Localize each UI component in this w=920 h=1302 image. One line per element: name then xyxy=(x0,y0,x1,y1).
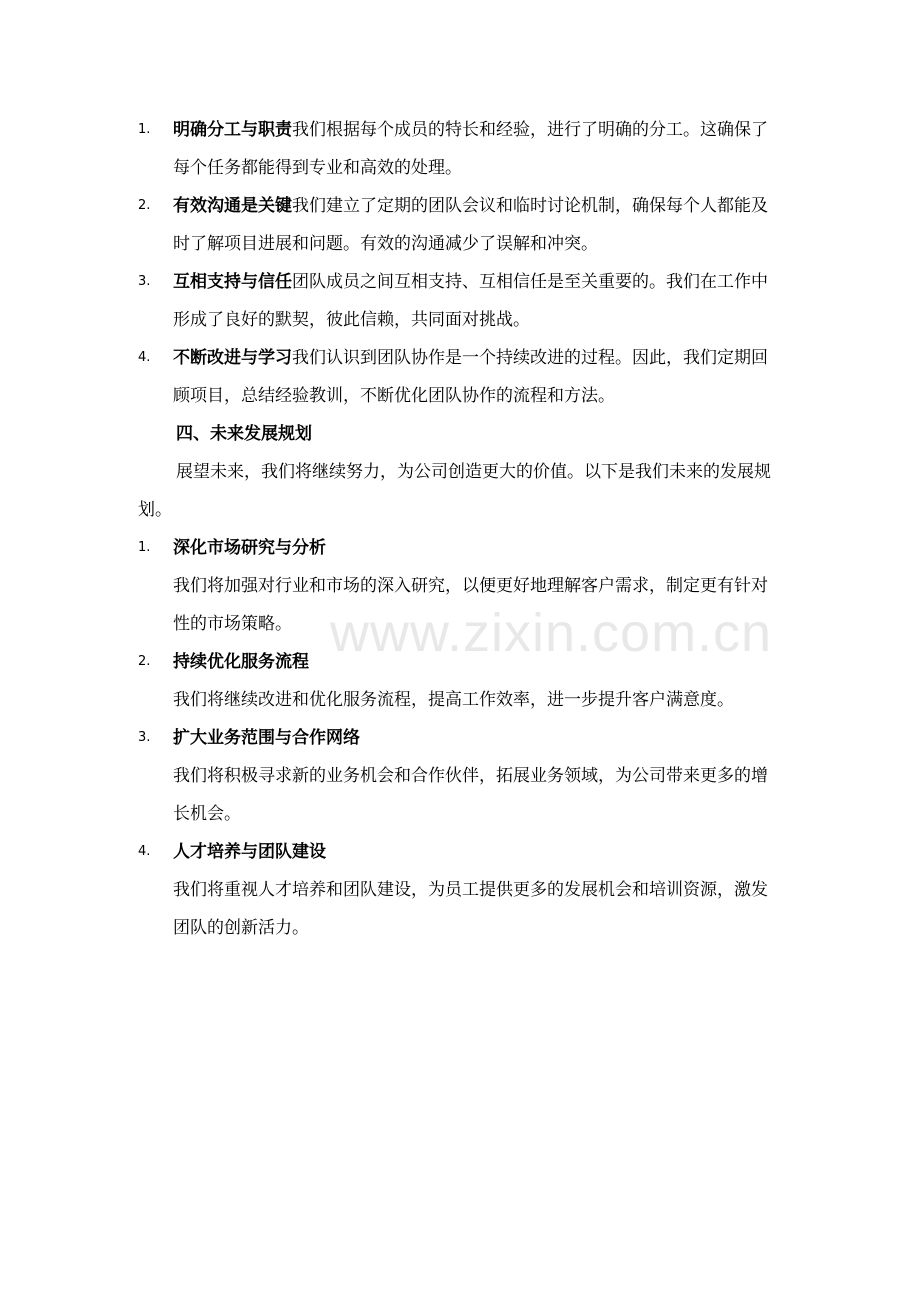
plan-item xyxy=(138,833,772,947)
plan-item-title: 人才培养与团队建设 xyxy=(173,842,326,862)
document-content xyxy=(138,111,772,947)
plan-item-title: 深化市场研究与分析 xyxy=(173,538,326,558)
list-item-title: 互相支持与信任 xyxy=(173,272,292,292)
plan-item-text: 我们将重视人才培养和团队建设，为员工提供更多的发展机会和培训资源，激发团队的创新活力。 xyxy=(173,880,768,938)
list-item-text: 我们认识到团队协作是一个持续改进的过程。因此，我们定期回顾项目，总结经验教训，不断优化团队协作的流程和方法。 xyxy=(173,348,768,406)
list-item xyxy=(138,187,772,263)
plan-item xyxy=(138,719,772,833)
list-item-title: 有效沟通是关键 xyxy=(173,196,292,216)
list-number: 4. xyxy=(138,844,151,859)
list-number: 2. xyxy=(138,654,151,669)
list-item-title: 不断改进与学习 xyxy=(173,348,292,368)
list-item-text: 我们建立了定期的团队会议和临时讨论机制，确保每个人都能及时了解项目进展和问题。有效的沟通减少了误解和冲突。 xyxy=(173,196,768,254)
list-number: 1. xyxy=(138,540,151,555)
list-item xyxy=(138,263,772,339)
plan-item-text: 我们将加强对行业和市场的深入研究，以便更好地理解客户需求，制定更有针对性的市场策略。 xyxy=(173,576,768,634)
list-item xyxy=(138,111,772,187)
list-number: 1. xyxy=(138,122,151,137)
list-item-text: 团队成员之间互相支持、互相信任是至关重要的。我们在工作中形成了良好的默契，彼此信赖，共同面对挑战。 xyxy=(173,272,768,330)
section-heading: 四、未来发展规划 xyxy=(176,424,312,444)
section-intro: 展望未来，我们将继续努力，为公司创造更大的价值。以下是我们未来的发展规划。 xyxy=(138,462,771,520)
plan-item xyxy=(138,643,772,719)
plan-item-title: 扩大业务范围与合作网络 xyxy=(173,728,360,748)
list-number: 2. xyxy=(138,198,151,213)
list-item xyxy=(138,339,772,415)
plan-item xyxy=(138,529,772,643)
list-number: 4. xyxy=(138,350,151,365)
list-number: 3. xyxy=(138,730,151,745)
plan-item-text: 我们将积极寻求新的业务机会和合作伙伴，拓展业务领域，为公司带来更多的增长机会。 xyxy=(173,766,768,824)
plan-item-title: 持续优化服务流程 xyxy=(173,652,309,672)
watermark: www.zixin.com.cn xyxy=(330,603,773,663)
list-item-title: 明确分工与职责 xyxy=(173,120,292,140)
list-number: 3. xyxy=(138,274,151,289)
plan-item-text: 我们将继续改进和优化服务流程，提高工作效率，进一步提升客户满意度。 xyxy=(173,690,734,710)
list-item-text: 我们根据每个成员的特长和经验，进行了明确的分工。这确保了每个任务都能得到专业和高效的处理。 xyxy=(173,120,768,178)
